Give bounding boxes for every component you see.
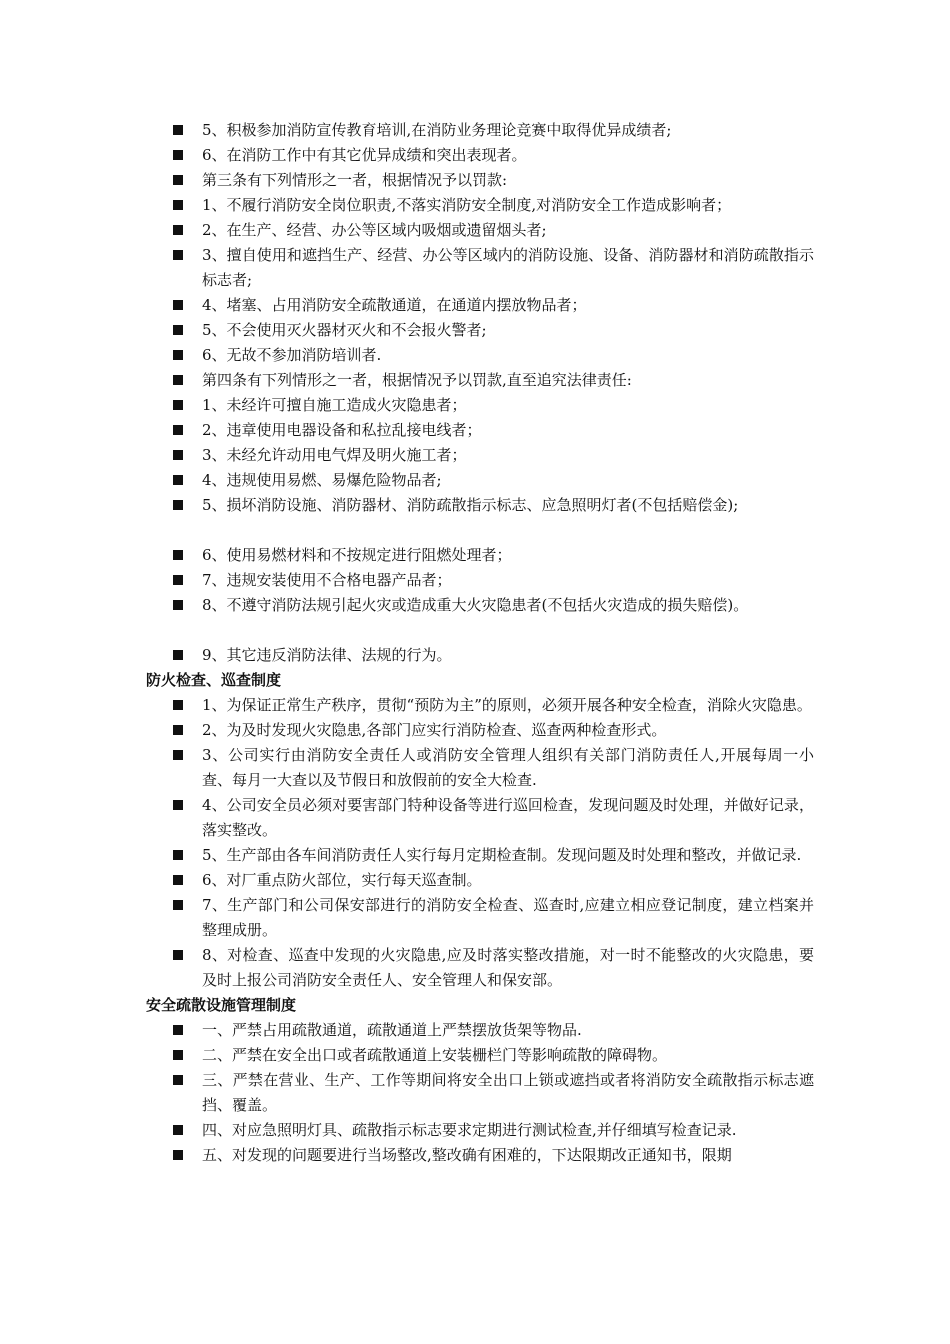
square-bullet-icon [173,1150,183,1160]
list-item-text: 3、擅自使用和遮挡生产、经营、办公等区域内的消防设施、设备、消防器材和消防疏散指示标志者; [202,246,814,289]
list-item [0,793,950,843]
evacuation-list [0,1018,950,1168]
square-bullet-icon [173,800,183,810]
list-item-text: 第三条有下列情形之一者，根据情况予以罚款: [202,171,508,189]
document-page [0,118,950,1168]
square-bullet-icon [173,300,183,310]
list-item [0,843,950,868]
square-bullet-icon [173,1050,183,1060]
square-bullet-icon [173,550,183,560]
list-item [0,318,950,343]
list-item [0,393,950,418]
square-bullet-icon [173,1075,183,1085]
list-item [0,493,950,518]
list-item [0,568,950,593]
list-item [0,643,950,668]
list-item-text: 7、违规安装使用不合格电器产品者； [202,571,452,589]
square-bullet-icon [173,325,183,335]
list-item-text: 2、违章使用电器设备和私拉乱接电线者； [202,421,482,439]
square-bullet-icon [173,250,183,260]
square-bullet-icon [173,950,183,960]
square-bullet-icon [173,500,183,510]
list-item-text: 6、无故不参加消防培训者. [202,346,382,364]
list-item-text: 4、公司安全员必须对要害部门特种设备等进行巡回检查，发现问题及时处理，并做好记录，落实整改。 [202,796,814,839]
list-item [0,1043,950,1068]
list-item [0,1068,950,1118]
list-item [0,1143,950,1168]
list-item-text: 4、违规使用易燃、易爆危险物品者; [202,471,442,489]
list-item [0,443,950,468]
square-bullet-icon [173,750,183,760]
list-item [0,243,950,293]
list-item [0,143,950,168]
list-item-text: 四、对应急照明灯具、疏散指示标志要求定期进行测试检查,并仔细填写检查记录. [202,1121,737,1139]
list-item-text: 6、对厂重点防火部位，实行每天巡查制。 [202,871,482,889]
list-item-text: 8、不遵守消防法规引起火灾或造成重大火灾隐患者(不包括火灾造成的损失赔偿)。 [202,596,749,614]
list-item-text: 1、不履行消防安全岗位职责,不落实消防安全制度,对消防安全工作造成影响者； [202,196,732,214]
square-bullet-icon [173,225,183,235]
list-item-text: 2、为及时发现火灾隐患,各部门应实行消防检查、巡查两种检查形式。 [202,721,667,739]
list-item-text: 3、公司实行由消防安全责任人或消防安全管理人组织有关部门消防责任人,开展每周一小查、每月一大查以及节假日和放假前的安全大检查. [202,746,814,789]
list-item-text: 5、积极参加消防宣传教育培训,在消防业务理论竞赛中取得优异成绩者; [202,121,672,139]
list-item-text: 1、为保证正常生产秩序，贯彻“预防为主”的原则，必须开展各种安全检查，消除火灾隐患。 [202,696,812,714]
list-item [0,168,950,193]
list-item-text: 4、堵塞、占用消防安全疏散通道，在通道内摆放物品者； [202,296,587,314]
list-item-text: 1、未经许可擅自施工造成火灾隐患者； [202,396,467,414]
list-item [0,893,950,943]
list-item [0,543,950,568]
list-item [0,418,950,443]
list-item [0,368,950,393]
list-item [0,693,950,718]
list-item [0,193,950,218]
list-item-text: 2、在生产、经营、办公等区域内吸烟或遗留烟头者; [202,221,547,239]
square-bullet-icon [173,150,183,160]
section-heading-fire-inspection: 防火检查、巡查制度 [146,671,282,689]
list-item-text: 7、生产部门和公司保安部进行的消防安全检查、巡查时,应建立相应登记制度，建立档案并整理成册。 [202,896,814,939]
square-bullet-icon [173,700,183,710]
penalty-list [0,118,950,668]
list-item [0,293,950,318]
list-item [0,1018,950,1043]
square-bullet-icon [173,425,183,435]
list-item-text: 3、未经允许动用电气焊及明火施工者； [202,446,467,464]
square-bullet-icon [173,850,183,860]
square-bullet-icon [173,725,183,735]
square-bullet-icon [173,875,183,885]
list-item-text: 五、对发现的问题要进行当场整改,整改确有困难的，下达限期改正通知书，限期 [202,1146,732,1164]
list-item-text: 二、严禁在安全出口或者疏散通道上安装栅栏门等影响疏散的障碍物。 [202,1046,668,1064]
list-item-text: 5、生产部由各车间消防责任人实行每月定期检查制。发现问题及时处理和整改，并做记录. [202,846,802,864]
square-bullet-icon [173,475,183,485]
square-bullet-icon [173,900,183,910]
list-item [0,468,950,493]
square-bullet-icon [173,175,183,185]
square-bullet-icon [173,125,183,135]
list-item [0,593,950,618]
list-item [0,743,950,793]
square-bullet-icon [173,400,183,410]
list-item-text: 8、对检查、巡查中发现的火灾隐患,应及时落实整改措施，对一时不能整改的火灾隐患，要及时上报公司消防安全责任人、安全管理人和保安部。 [202,946,814,989]
list-item-text: 5、不会使用灭火器材灭火和不会报火警者; [202,321,487,339]
square-bullet-icon [173,375,183,385]
square-bullet-icon [173,350,183,360]
list-item-text: 第四条有下列情形之一者，根据情况予以罚款,直至追究法律责任: [202,371,632,389]
list-item-text: 6、使用易燃材料和不按规定进行阻燃处理者； [202,546,512,564]
square-bullet-icon [173,575,183,585]
list-item-text: 一、严禁占用疏散通道，疏散通道上严禁摆放货架等物品. [202,1021,582,1039]
section-heading-evacuation: 安全疏散设施管理制度 [146,996,297,1014]
square-bullet-icon [173,200,183,210]
square-bullet-icon [173,650,183,660]
list-item [0,718,950,743]
list-item-text: 6、在消防工作中有其它优异成绩和突出表现者。 [202,146,527,164]
list-item [0,1118,950,1143]
list-item [0,868,950,893]
list-item [0,943,950,993]
square-bullet-icon [173,450,183,460]
list-item-text: 9、其它违反消防法律、法规的行为。 [202,646,452,664]
fire-inspection-list [0,693,950,993]
list-item-text: 三、严禁在营业、生产、工作等期间将安全出口上锁或遮挡或者将消防安全疏散指示标志遮挡、覆盖。 [202,1071,814,1114]
list-item [0,118,950,143]
list-item [0,218,950,243]
list-item-text: 5、损坏消防设施、消防器材、消防疏散指示标志、应急照明灯者(不包括赔偿金); [202,496,739,514]
square-bullet-icon [173,1025,183,1035]
list-item [0,343,950,368]
square-bullet-icon [173,1125,183,1135]
square-bullet-icon [173,600,183,610]
